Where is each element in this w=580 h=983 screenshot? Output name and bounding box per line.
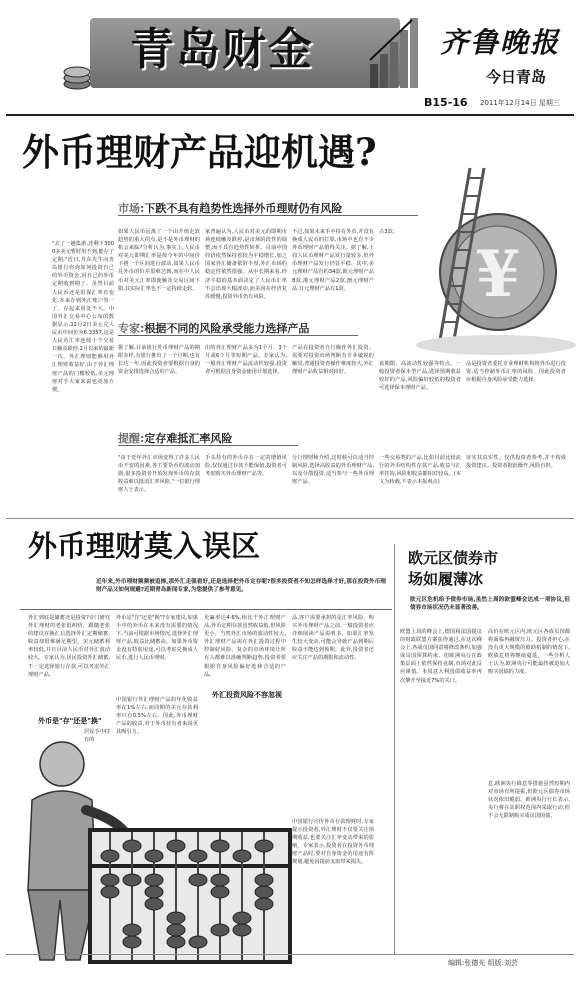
sec3-col5: 证实其真实性。仅供投资者参考,并不构成投资建议。投资者据此操作,风险自担。	[466, 455, 566, 470]
paper-subtitle: 今日青岛	[486, 68, 547, 86]
article2-col2: 外币是"存"还是"换"?专家建议,如果手中的外币在未来没有需要的情况下,当前可根据市场情况,选择外汇理财产品,收益比储蓄高。如果外币资金没有特别用途,可以考虑兑换成人民币,进行人民币理财。	[116, 615, 198, 662]
sec3-col1: "由于近年外汇市场变得了许多人民币不安的因素,各主要货币的波动加剧,很多投资者开始发现外币的存款收益难以抵消汇率风险,"一位银行理财人士表示。	[118, 455, 200, 494]
article1-col3: 不过,如果未来手中持有外币,并没有换成人民币的打算,市场中也有不少外币理财产品值得关注。据了解,上周人民币理财产品发行量较多,但外币理财产品发行仍显平稳。其中,美元理财产品有约34款,欧元理财产品8款,港元理财产品2款,澳元理财产品,日元理财产品有1款。	[292, 229, 374, 292]
article3-lead: 欧元区危机给予债券市场,虽然上周的欧盟峰会达成一项协议,但债券市场状况仍未显著改善。	[410, 597, 570, 612]
article3-col3: 息,欧洲央行降息等措施虽然短期内对市场有所提振,但欧元区债券市场状况依旧脆弱。欧洲央行行长表示,央行将在其职权范围内采取行动,但不会无限制购买成员国国债。	[488, 781, 570, 820]
article2-col1: 外汇到底是储蓄还是投资?专门研究外汇理财的老张很纠结。跟随老张的建议在换汇后选择外汇定期储蓄,收益却很难满足期望。美元储蓄利率较低,并且目前人民币对外汇波动较大。专家认为,居民投资外汇储蓄,不一定选择银行存款,可以考虑外汇理财产品。	[28, 615, 110, 678]
masthead-rule	[6, 114, 574, 116]
coin-stack-icon	[62, 60, 92, 90]
lead-label: 市场:	[118, 202, 145, 215]
masthead	[0, 0, 580, 118]
article2-col4: 品,客户需要承担的是汇率风险。购买外币理财产品之前,一般投资者应详细阅读产品说明书。如果汇率发生较大变动,可能会导致产品到期后收益不能达到预期。此外,投资者还应关注产品的期限和流动性。	[292, 615, 374, 662]
col1-caption: 居民手中持有的	[84, 729, 110, 744]
footer-rule	[6, 954, 574, 955]
sec3-text: 定存难抵汇率风险	[144, 432, 233, 445]
page-number: B15-16	[424, 96, 468, 109]
sec3-col3: 分行理财师介绍,这时候可以适当控制风险,选择高收益的外币理财产品,以及分散投资,适当参与一些外币理财产品。	[292, 455, 374, 486]
sec2-col2: 出的外汇理财产品多为1个月、3个月或6个月等短期产品。专家认为,一般外汇理财产品流动性较强,投资者可根据自身资金使用计划选择。	[205, 345, 287, 376]
lead-rule	[118, 215, 418, 216]
section2-heading	[118, 320, 309, 336]
article1-col4: 占3款。	[379, 229, 398, 235]
svg-text:¥: ¥	[475, 237, 521, 312]
sec3-col4: 一些交易类的产品,比如目前比较流行的外币结构性存款产品,收益与汇率挂钩,风险和收益都相对较高。(本文为转载,不表示本报观点)	[379, 455, 461, 486]
sec2-text: 根据不同的风险承受能力选择产品	[144, 322, 310, 335]
section-divider	[6, 518, 574, 519]
article1-headline: 外币理财产品迎机遇?	[22, 130, 377, 174]
paper-name: 齐鲁晚报	[440, 26, 561, 59]
sec2-label: 专家:	[118, 322, 145, 335]
article2-col5: 中国银行宣传外币存款理财时,专家提示投资者,外汇理财不仅要关注预期收益,也要关注汇率变动带来的影响。专家表示,投资者在投资外币理财产品时,要对自身资金的用途有所规划,避免因提前支取带来损失。	[292, 819, 374, 866]
article2-col3: 更赢率达4.6%,相比于外汇理财产品,外币定期存款虽然收益低,但风险更小。当然外汇市场的波动性较大,外汇理财产品需在外汇投资过程中控制好风险。复杂的市场环境让所有人都难以准确判断趋势,投资者要根据自身风险偏好选择合适的产品。	[204, 615, 286, 678]
col3-subheading: 外汇投资风险不容忽视	[212, 691, 282, 699]
ladder-coin-illustration	[400, 150, 578, 360]
article3-col2: 高价在欧元区内,欧元区各成员国都将面临再融资压力。投资者担心,在没有更大规模的救助机制的情况下,欧债危机将继续蔓延。一些分析人士认为,欧洲央行可能最终被迫加大购买国债的力度。	[488, 629, 570, 676]
bar-graph-icon	[368, 14, 422, 90]
sec3-col2: 手头持有的外币存在一定的增值风险,仅仅通过存款不能保值,投资者可考虑购买外币理财产品等。	[205, 455, 287, 478]
lead-text: 下跌不具有趋势性选择外币理财仍有风险	[144, 202, 343, 215]
article1-col1: 如果人民币远离了一个由升值走软趋势的重大拐点,是不是外币理财的机会来临?分析认为,事实上,人民币对美元即期汇率是按今年的中间价下挑一个区间进行波动,如果人民币兑外币的价差很难达到,而在中人民币对美元汇率即使触及交易区间下限,其实际汇率也不一定持续走软。	[118, 229, 200, 292]
article2-lead-rule	[20, 609, 392, 610]
article3-headline: 欧元区债券市场如履薄冰	[408, 549, 499, 588]
article2-col2b: 中国银行外汇理财产品的年化收益率在1%左右,而同期的美元存款利率只有0.5%左右。因此,外币理财产品的收益,对于外币持有者来说更具吸引力。	[116, 697, 198, 736]
issue-date: 2011年12月14日 星期三	[480, 99, 560, 107]
sec2-col5: 品是投资者委托专业理财机构将外币进行投资,适当控制外币汇率的风险。因此投资者应根据自身风险承受能力选择。	[466, 361, 566, 384]
sec3-label: 提醒:	[118, 432, 145, 445]
sec2-col3: 产品在投资者自行操作外汇投资。需要对投资市场判断有专业敏锐的触觉,普通投资者操作难度较大,外汇理财产品收益相对较好。	[292, 345, 374, 376]
article3-col1: 欧盟上周的峰会上,德国和法国提议的财政联盟方案获得通过,在这次峰会上,各成员国同意将修改条约,加强成员国预算约束。但欧洲央行在政策层面上依然保持克制,市场对此反应谨慎。本周意大利国债收益率再次攀升至接近7%的关口。	[400, 629, 482, 684]
footer-credit: 编辑:张德光 组版:刘芸	[448, 959, 518, 967]
businessman-abacus-illustration	[20, 730, 295, 970]
sec3-rule	[118, 445, 298, 446]
article2-headline: 外币理财莫入误区	[28, 529, 261, 563]
article1-sidebar: "去了一趟集游,还剩下3000多美元暂时用不到,能存了定期,"近日,丹东先生向青岛银行咨询如何投资自己的外币资金,因自己的外币定期收到期了。虽然目前人民币还是很保汇率有变化,本来存到外汇账户里一了、存起来用处不大。中国外汇交易中心公布的数据显示,12月2日美元兑人民币中间价为6.3357,这是人民币汇率连续十个交易日触及跌停,2月以来的最新一次。外汇理财能够用外汇理财收益好,由于外汇理财产品的门槛较低,美元理财对手大家来说也更加方便。	[52, 241, 114, 393]
article1-lead	[118, 200, 342, 216]
col1-subheading: 外币是"存"还是"换"	[38, 717, 102, 725]
sec2-col4: 该期限、高流动性较强等特点。一般投资者保本型产品,选择预期收益较好的产品,风险偏好较低的投资者可选择保本理财产品。	[379, 361, 461, 392]
sec2-col1: 据了解,目前银行外币理财产品的期限多样,有银行推出了一个月期,也有长达一年,因此投资者要根据自身的资金安排选择合适的产品。	[118, 345, 200, 376]
sec2-rule	[118, 335, 358, 336]
article2-lead: 近年来,外币理财频频被追捧,那外汇走强看好,还是选择把外币定存呢?很多投资者不知怎样选择才好,那在投资外币理财产品又如何规避?近期青岛新闻专家,为您提供了参考意见。	[96, 579, 386, 594]
section-title: 青岛财金	[130, 24, 314, 75]
section3-heading	[118, 430, 232, 446]
article1-col2: 家普遍认为,人民币对美元的即期市场连续触及跌停,是市场阶段性的调整,而不具有趋势性转折。目前中国经济依然保持着较为平稳增长,加之国家外汇储备依旧丰厚,外汇市场的稳定性依然很强。从中长期来看,经济平稳的基本面决定了人民币汇率不会出现大幅波动,而美国在经济复苏缓慢,投资外币仍有风险。	[205, 229, 287, 300]
